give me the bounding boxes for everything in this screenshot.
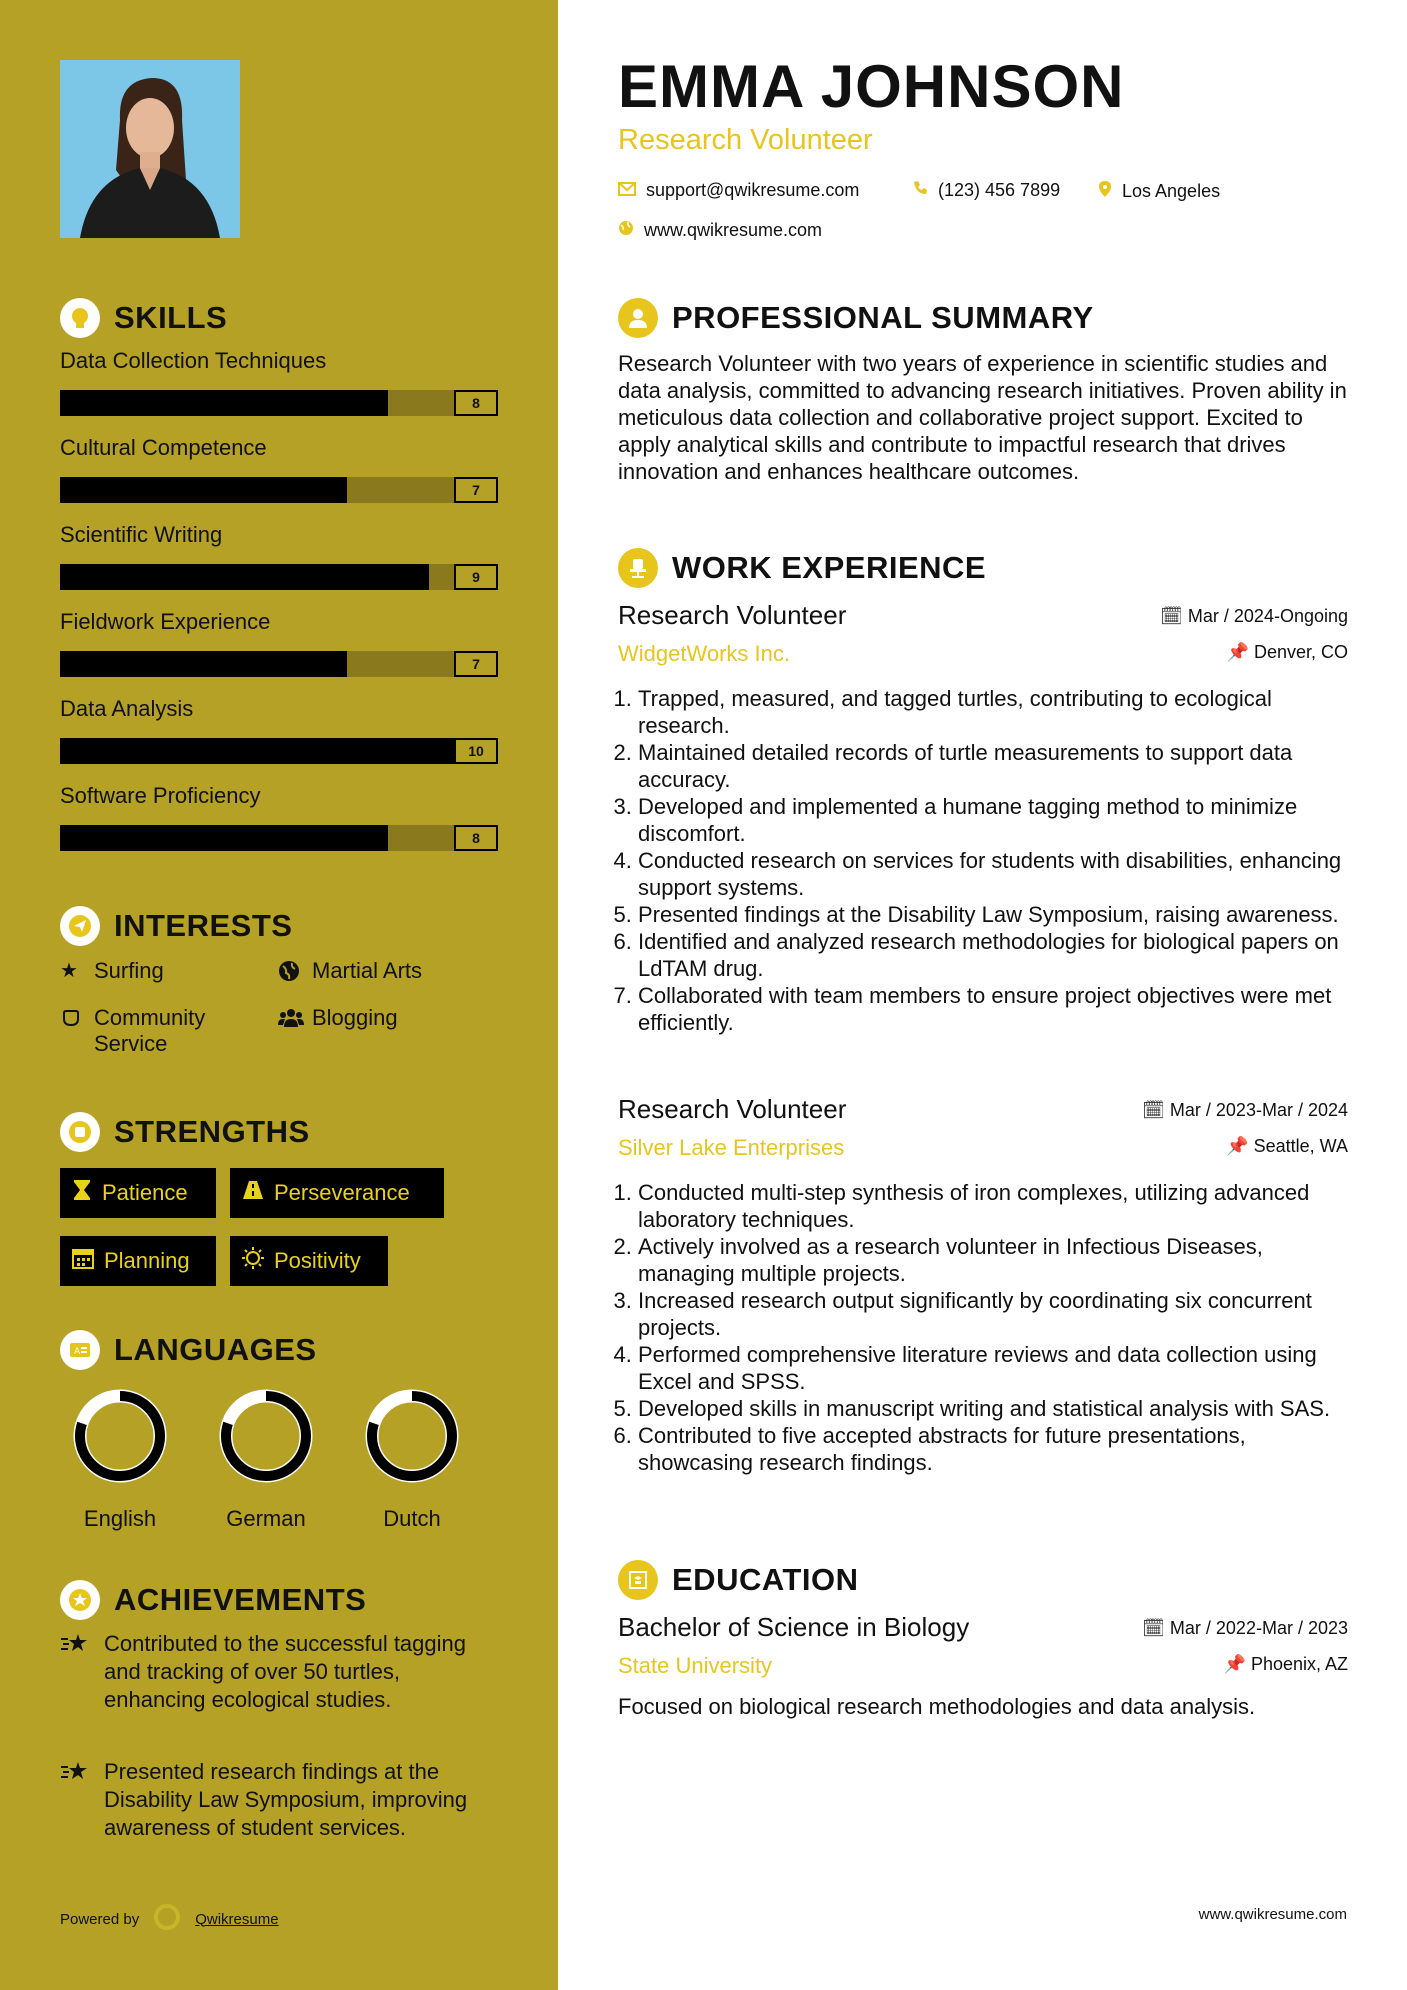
svg-text:A: A [74,1347,81,1357]
sidebar [0,0,558,1990]
job-date: 🗓 Mar / 2024-Ongoing [1160,606,1348,626]
users-icon [278,1005,302,1035]
footer-url[interactable]: www.qwikresume.com [1198,1906,1347,1923]
achievement-item [60,1630,500,1714]
skill-level: 8 [454,825,498,851]
job-bullet: 3. Developed and implemented a humane tagging method to minimize discomfort. [638,793,1348,847]
school-name: State University [618,1653,773,1678]
language-icon [60,1330,100,1370]
skill-level: 10 [454,738,498,764]
star-icon: ★ [60,960,78,982]
contact-location [1098,180,1220,203]
strength-label: Planning [104,1248,190,1273]
lightbulb-icon [60,298,100,338]
skill-bar-fill [60,564,429,590]
fist-icon [60,1112,100,1152]
powered-by [60,1903,279,1935]
job-bullet: 5. Presented findings at the Disability Law Symposium, raising awareness. [638,901,1348,928]
skill-item [60,696,498,759]
experience-heading [618,548,986,588]
skill-bar-fill [60,390,388,416]
language-name: German [226,1506,306,1531]
skill-name: Data Analysis [60,696,194,721]
map-pin-icon [1098,180,1112,203]
pin-icon: 📌 [1223,1654,1246,1674]
qwikresume-logo-icon [153,1903,181,1935]
skill-bar [60,564,498,590]
skill-level: 7 [454,651,498,677]
job-bullet: 1. Conducted multi-step synthesis of iron complexes, utilizing advanced laboratory techniques. [638,1179,1348,1233]
job-entry [618,600,1348,1036]
job-date: 🗓 Mar / 2023-Mar / 2024 [1142,1100,1348,1120]
skills-title: SKILLS [114,300,228,335]
job-bullet: 4. Conducted research on services for students with disabilities, enhancing support systems. [638,847,1348,901]
achievement-text: Contributed to the successful tagging and tracking of over 50 turtles, enhancing ecological studies. [104,1631,467,1712]
paper-plane-icon [60,906,100,946]
skill-item [60,348,498,411]
language-name: Dutch [383,1506,441,1531]
language-item [60,1386,180,1532]
phone-text: (123) 456 7899 [938,180,1061,200]
pin-icon: 📌 [1226,1136,1249,1156]
job-company: WidgetWorks Inc. [618,641,790,666]
powered-by-label: Powered by [60,1910,140,1928]
interest-item [278,958,422,988]
summary-title: PROFESSIONAL SUMMARY [672,300,1094,335]
skill-bar [60,738,498,764]
main-content [558,0,1407,1990]
shooting-star-icon [60,1630,94,1714]
pin-icon: 📌 [1226,642,1249,662]
job-bullet: 7. Collaborated with team members to ensure project objectives were met efficiently. [638,982,1348,1036]
interests-heading [60,906,292,946]
experience-title: WORK EXPERIENCE [672,550,987,585]
language-item [352,1386,472,1532]
skill-item [60,435,498,498]
skill-level: 9 [454,564,498,590]
job-bullet: 1. Trapped, measured, and tagged turtles, contributing to ecological research. [638,685,1348,739]
user-icon [618,298,658,338]
job-bullet: 6. Identified and analyzed research methodologies for biological papers on LdTAM drug. [638,928,1348,982]
skills-heading [60,298,227,338]
skill-item [60,522,498,585]
skill-bar [60,477,498,503]
job-bullet: 3. Increased research output significantly by coordinating six concurrent projects. [638,1287,1348,1341]
interest-label: Community Service [94,1005,206,1056]
contact-phone[interactable] [912,180,1060,201]
strengths-heading [60,1112,310,1152]
skill-name: Data Collection Techniques [60,348,327,373]
interest-item [60,1005,260,1057]
skill-item [60,783,498,846]
strength-label: Perseverance [274,1180,410,1205]
language-item [206,1386,326,1532]
job-location: 📌 Denver, CO [1226,642,1348,662]
achievements-heading [60,1580,366,1620]
graduation-icon [618,1560,658,1600]
degree-title: Bachelor of Science in Biology [618,1612,970,1642]
education-title: EDUCATION [672,1562,859,1597]
summary-heading [618,298,1094,338]
job-title: Research Volunteer [618,1094,847,1124]
summary-text: Research Volunteer with two years of experience in scientific studies and data analysis, committed to advancing research initiatives. Proven ability in meticulous data collection and collaborative project support. Excited to apply analytical skills and contribute to impactful research that drives innovation and enhances healthcare outcomes. [618,351,1347,484]
calendar-icon [72,1247,94,1275]
education-location: 📌 Phoenix, AZ [1223,1654,1348,1674]
interest-label: Martial Arts [312,958,423,983]
calendar-icon: 🗓 [1142,1100,1165,1120]
skill-bar [60,390,498,416]
calendar-icon: 🗓 [1160,606,1183,626]
job-entry [618,1094,1348,1476]
job-company: Silver Lake Enterprises [618,1135,845,1160]
hand-icon [60,1005,84,1057]
job-bullets [618,685,1348,1036]
interest-label: Blogging [312,1005,398,1030]
language-ring [216,1386,316,1486]
languages-heading [60,1330,317,1370]
language-ring [70,1386,170,1486]
strength-label: Positivity [274,1248,361,1273]
contact-website[interactable] [618,220,822,241]
skill-name: Cultural Competence [60,435,267,460]
candidate-name: EMMA JOHNSON [618,53,1125,120]
interests-title: INTERESTS [114,908,293,943]
interest-item [60,958,164,984]
job-bullet: 4. Performed comprehensive literature reviews and data collection using Excel and SPSS. [638,1341,1348,1395]
profile-photo [60,60,240,238]
skill-item [60,609,498,672]
website-text: www.qwikresume.com [644,220,823,240]
skill-bar [60,825,498,851]
powered-by-link[interactable]: Qwikresume [195,1910,279,1928]
globe-icon [618,220,634,241]
skill-name: Software Proficiency [60,783,261,808]
skill-bar-fill [60,651,347,677]
skill-bar-fill [60,825,388,851]
education-heading [618,1560,858,1600]
calendar-icon: 🗓 [1142,1618,1165,1638]
achievement-item [60,1758,500,1842]
job-bullets [618,1179,1348,1476]
star-badge-icon [60,1580,100,1620]
envelope-icon [618,180,636,201]
education-entry [618,1612,1348,1720]
job-bullet: 6. Contributed to five accepted abstracts for future presentations, showcasing research findings. [638,1422,1348,1476]
shooting-star-icon [60,1758,94,1842]
strength-badge [230,1236,388,1286]
skill-bar-fill [60,738,470,764]
language-ring [362,1386,462,1486]
skill-level: 7 [454,477,498,503]
skill-bar-fill [60,477,347,503]
sun-icon [242,1247,264,1275]
road-icon [242,1179,264,1207]
skill-name: Fieldwork Experience [60,609,271,634]
office-chair-icon [618,548,658,588]
languages-title: LANGUAGES [114,1332,317,1367]
location-text: Los Angeles [1122,181,1221,201]
job-bullet: 5. Developed skills in manuscript writing and statistical analysis with SAS. [638,1395,1348,1422]
interest-item [278,1005,398,1035]
job-bullet: 2. Maintained detailed records of turtle measurements to support data accuracy. [638,739,1348,793]
hourglass-icon [72,1179,92,1207]
skill-name: Scientific Writing [60,522,223,547]
language-name: English [83,1506,157,1531]
strength-badge [230,1168,444,1218]
strength-badge [60,1236,216,1286]
contact-email[interactable] [618,180,859,201]
education-date: 🗓 Mar / 2022-Mar / 2023 [1142,1618,1348,1638]
job-title: Research Volunteer [618,600,847,630]
job-location: 📌 Seattle, WA [1226,1136,1348,1156]
candidate-role: Research Volunteer [618,124,873,156]
email-text: support@qwikresume.com [646,180,860,200]
job-bullet: 2. Actively involved as a research volunteer in Infectious Diseases, managing multiple projects. [638,1233,1348,1287]
skill-bar [60,651,498,677]
interest-label: Surfing [94,958,164,983]
strength-badge [60,1168,216,1218]
strength-label: Patience [102,1180,188,1205]
phone-icon [912,180,928,201]
education-description: Focused on biological research methodologies and data analysis. [618,1694,1256,1719]
achievements-title: ACHIEVEMENTS [114,1582,367,1617]
skill-level: 8 [454,390,498,416]
globe-icon [278,958,302,988]
strengths-title: STRENGTHS [114,1114,310,1149]
achievement-text: Presented research findings at the Disability Law Symposium, improving awareness of student services. [104,1759,468,1840]
